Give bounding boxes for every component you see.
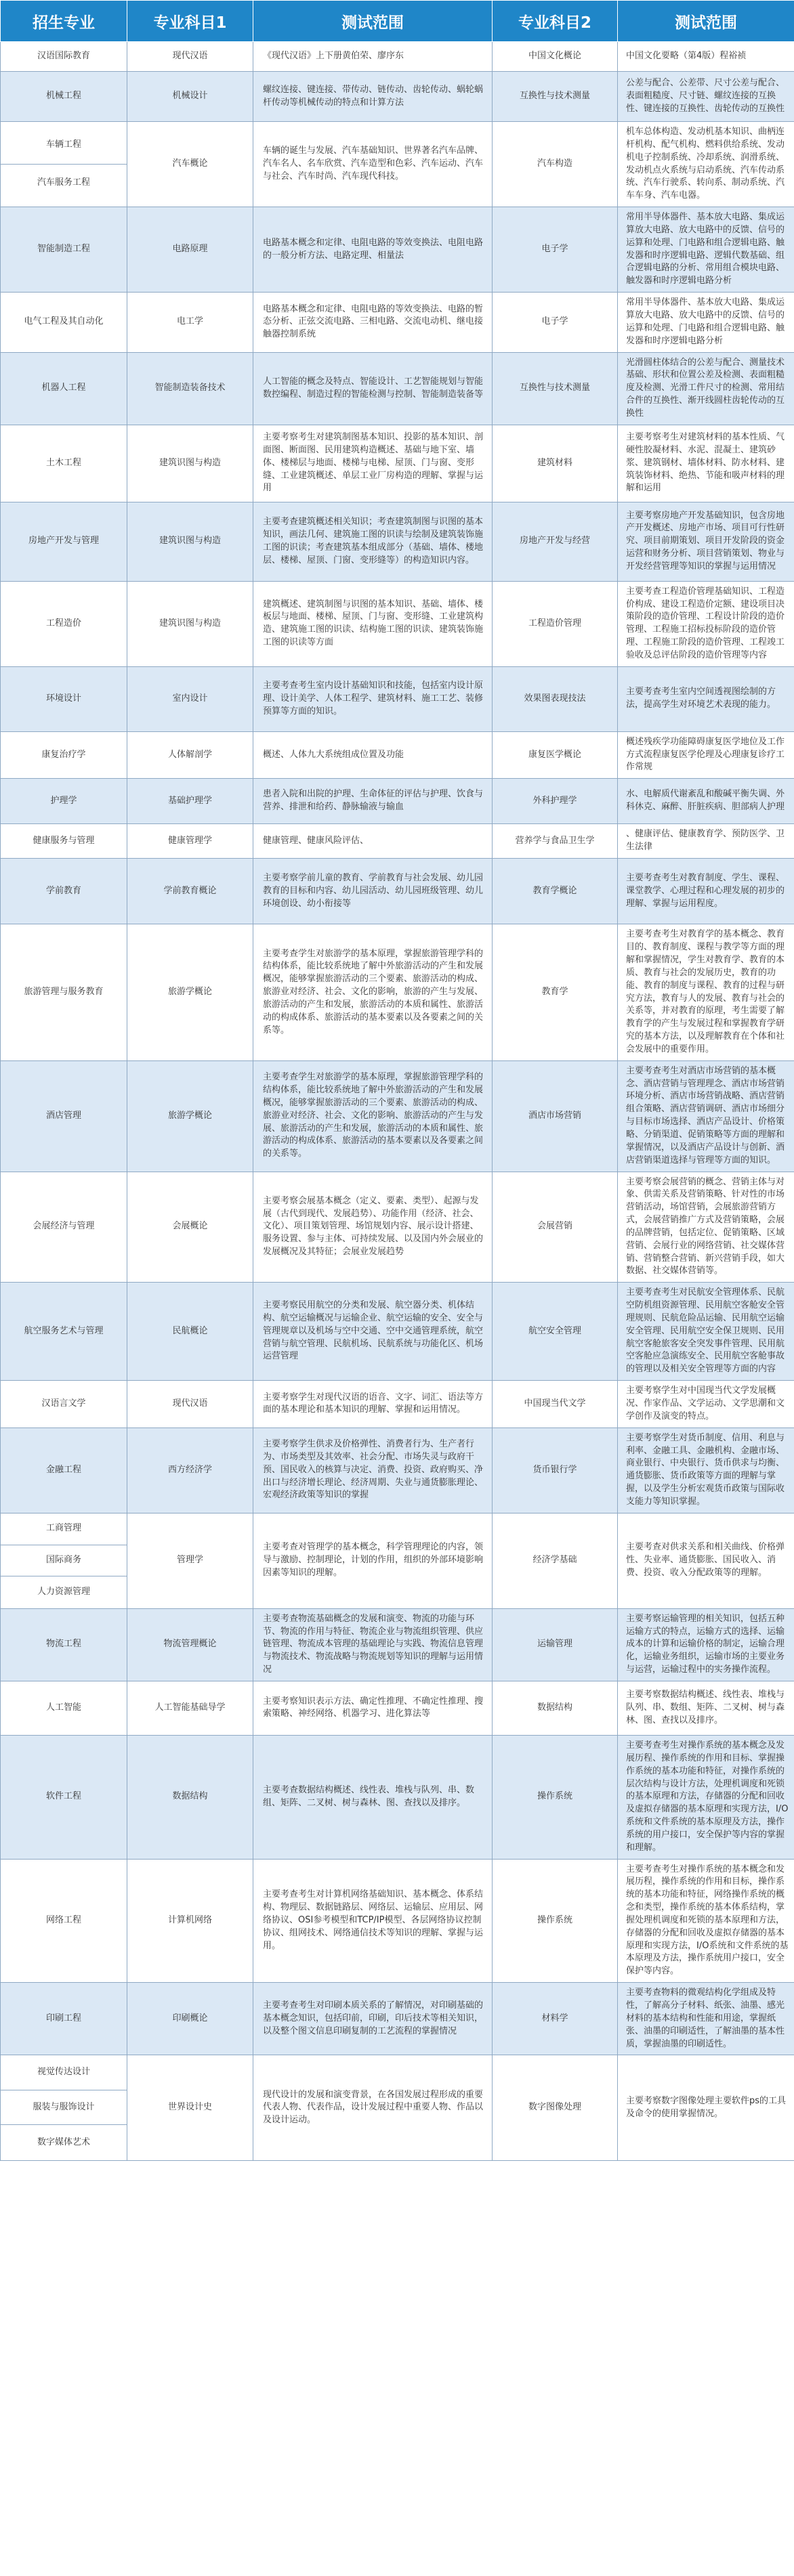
range2-cell: 主要考查考生对教育制度、学生、课程、课堂教学、心理过程和心理发展的初步的理解、掌握与运用程度。 <box>618 859 794 924</box>
header-major: 招生专业 <box>1 1 127 42</box>
subject2-cell: 材料学 <box>493 1983 618 2055</box>
range1-cell: 《现代汉语》上下册黄伯荣、廖序东 <box>253 42 493 72</box>
range2-cell: 公差与配合、公差带、尺寸公差与配合、表面粗糙度、尺寸链、螺纹连接的互换性、键连接的互换性、齿轮传动的互换性 <box>618 72 794 122</box>
major-cell: 人工智能 <box>1 1681 127 1735</box>
header-range2: 测试范围 <box>618 1 794 42</box>
subject1-cell: 学前教育概论 <box>127 859 253 924</box>
range2-cell: 主要考察学生对货币制度、信用、利息与利率、金融工具、金融机构、金融市场、商业银行、中央银行、货币供求与均衡、通货膨胀、货币政策等方面的理解与掌握，以及学生分析宏观货币政策与国际收支能力等知识掌握。 <box>618 1427 794 1513</box>
major-cell: 软件工程 <box>1 1735 127 1859</box>
range2-cell: 主要考察运输管理的相关知识，包括五种运输方式的特点，运输方式的选择、运输成本的计算和运输价格的制定，运输合理化，运输业务组织，运输市场的主要业务与运营，运输过程中的实务操作流程。 <box>618 1608 794 1681</box>
major-cell: 健康服务与管理 <box>1 824 127 859</box>
subject2-cell: 营养学与食品卫生学 <box>493 824 618 859</box>
range2-cell: 主要考查考生对操作系统的基本概念及发展历程、操作系统的作用和目标、掌握操作系统的基本功能和特征，对操作系统的层次结构与设计方法，处理机调度和死锁的基本原理和方法，存储器的分配和回收及虚拟存储器的基本原理和实现方法，I/O系统和文件系统的基本原理及方法，操作系统的用户接口，安全保护等内容的掌握和理解。 <box>618 1735 794 1859</box>
table-row <box>1 1060 794 1172</box>
major-cell: 汉语国际教育 <box>1 42 127 72</box>
table-row <box>1 581 794 666</box>
subject1-cell: 数据结构 <box>127 1735 253 1859</box>
range1-cell: 电路基本概念和定律、电阻电路的等效变换法、电路的暂态分析、正弦交流电路、三相电路、交流电动机、继电接触器控制系统 <box>253 293 493 352</box>
table-row <box>1 859 794 924</box>
range1-cell: 电路基本概念和定律、电阻电路的等效变换法、电阻电路的一般分析方法、电路定理、相量法 <box>253 207 493 293</box>
range1-cell: 人工智能的概念及特点、智能设计、工艺智能规划与智能数控编程、制造过程的智能检测与控制、智能制造装备等 <box>253 352 493 425</box>
subject2-cell: 工程造价管理 <box>493 581 618 666</box>
major-name: 人力资源管理 <box>1 1576 127 1608</box>
major-cell: 环境设计 <box>1 666 127 731</box>
subject1-cell: 人工智能基础导学 <box>127 1681 253 1735</box>
table-row <box>1 1381 794 1428</box>
major-name: 车辆工程 <box>45 139 81 150</box>
major-cell: 汉语言文学 <box>1 1381 127 1428</box>
major-cell: 会展经济与管理 <box>1 1172 127 1283</box>
subject1-cell: 计算机网络 <box>127 1859 253 1983</box>
subject2-cell: 康复医学概论 <box>493 731 618 779</box>
subject2-cell: 数字图像处理 <box>493 2055 618 2161</box>
table-row <box>1 924 794 1060</box>
range1-cell: 主要考察民用航空的分类和发展、航空器分类、机体结构、航空运输概况与运输企业、航空运输的安全、安全与管理规章以及机场与空中交通、空中交通管理系统，航空营销与航空管理、民航机场、民航系统与功能化区、机场运营管理 <box>253 1283 493 1381</box>
subject1-cell: 智能制造装备技术 <box>127 352 253 425</box>
table-row <box>1 2055 794 2161</box>
subject2-cell: 酒店市场营销 <box>493 1060 618 1172</box>
subject2-cell: 操作系统 <box>493 1735 618 1859</box>
subject1-cell: 电工学 <box>127 293 253 352</box>
table-row <box>1 1427 794 1513</box>
subject2-cell: 中国现当代文学 <box>493 1381 618 1428</box>
subject1-cell: 基础护理学 <box>127 779 253 824</box>
subject2-cell: 互换性与技术测量 <box>493 352 618 425</box>
header-range1: 测试范围 <box>253 1 493 42</box>
major-cell <box>1 2055 127 2161</box>
major-name: 汽车服务工程 <box>1 164 127 202</box>
subject2-cell: 汽车构造 <box>493 122 618 207</box>
range1-cell: 现代设计的发展和演变背景，在各国发展过程形成的重要代表人物、代表作品，设计发展过程中重要人物、作品以及设计运动。 <box>253 2055 493 2161</box>
subject1-cell: 健康管理学 <box>127 824 253 859</box>
range2-cell: 水、电解质代谢紊乱和酸碱平衡失调、外科休克、麻醉、肝脏疾病、胆部病人护理 <box>618 779 794 824</box>
table-row <box>1 1681 794 1735</box>
major-name: 工商管理 <box>45 1523 81 1534</box>
range1-cell: 建筑概述、建筑制图与识图的基本知识、基础、墙体、楼板层与地面、楼梯、屋顶、门与窗、变形缝、工业建筑构造、建筑施工图的识读、结构施工图的识读、建筑装饰施工图的识读等方面 <box>253 581 493 666</box>
major-name: 服装与服饰设计 <box>1 2090 127 2124</box>
subject2-cell: 运输管理 <box>493 1608 618 1681</box>
range2-cell: 、健康评估、健康教育学、预防医学、卫生法律 <box>618 824 794 859</box>
subject1-cell: 现代汉语 <box>127 1381 253 1428</box>
range1-cell: 主要考察会展基本概念（定义、要素、类型）、起源与发展（古代到现代、发展趋势）、功能作用（经济、社会、文化）、项目策划管理、场馆规划内容、展示设计搭建、服务设置、参与主体、可持续发展、以及国内外会展业的发展概况及其特征；会展业发展趋势 <box>253 1172 493 1283</box>
subject2-cell: 电子学 <box>493 293 618 352</box>
range2-cell: 主要考察房地产开发基础知识，包含房地产开发概述、房地产市场、项目可行性研究、项目前期策划、项目开发阶段的资金运营和财务分析、项目营销策划、物业与开发经营管理等知识的掌握与运用情况 <box>618 502 794 581</box>
subject2-cell: 航空安全管理 <box>493 1283 618 1381</box>
major-cell: 物流工程 <box>1 1608 127 1681</box>
range2-cell: 概述残疾学功能障碍康复医学地位及工作方式流程康复医学伦理及心理康复诊疗工作常规 <box>618 731 794 779</box>
subject1-cell: 旅游学概论 <box>127 1060 253 1172</box>
range1-cell: 主要考查学生对旅游学的基本原理，掌握旅游管理学科的结构体系，能比较系统地了解中外旅游活动的产生和发展概况，能够掌握旅游活动的三个要素、旅游活动的构成、旅游业对经济、社会、文化的影响，旅游的产生与发展、旅游活动的产生和发展，旅游活动的本质和属性、旅游活动的构成体系、旅游活动的基本要素以及各要素之间的关系等。 <box>253 924 493 1060</box>
major-cell: 航空服务艺术与管理 <box>1 1283 127 1381</box>
major-name: 视觉传达设计 <box>37 2067 90 2078</box>
table-row <box>1 352 794 425</box>
table-row <box>1 1983 794 2055</box>
subject2-cell: 操作系统 <box>493 1859 618 1983</box>
range1-cell: 主要考查学生对旅游学的基本原理，掌握旅游管理学科的结构体系，能比较系统地了解中外旅游活动的产生和发展概况，能够掌握旅游活动的三个要素、旅游活动的构成、旅游业对经济、社会、文化的影响、旅游活动的产生与发展、旅游活动的产生和发展，旅游活动的本质和属性、旅游活动的构成体系、旅游活动的基本要素以及各要素之间的关系等。 <box>253 1060 493 1172</box>
subject1-cell: 物流管理概论 <box>127 1608 253 1681</box>
table-row <box>1 666 794 731</box>
range1-cell: 主要考查考生室内设计基础知识和技能，包括室内设计原理、设计美学、人体工程学、建筑材料、施工工艺、装修预算等方面的知识。 <box>253 666 493 731</box>
range1-cell: 主要考查考生对印刷本质关系的了解情况，对印刷基础的基本概念知识，包括印前，印刷，印后技术等相关知识，以及整个图文信息印刷复制的工艺流程的掌握情况 <box>253 1983 493 2055</box>
table-row <box>1 1735 794 1859</box>
major-cell: 工程造价 <box>1 581 127 666</box>
subject2-cell: 建筑材料 <box>493 425 618 502</box>
major-cell: 印刷工程 <box>1 1983 127 2055</box>
major-name: 数字媒体艺术 <box>1 2124 127 2160</box>
major-cell <box>1 122 127 207</box>
table-row <box>1 731 794 779</box>
subject2-cell: 效果图表现技法 <box>493 666 618 731</box>
major-cell: 学前教育 <box>1 859 127 924</box>
range2-cell: 主要考查对供求关系和相关曲线、价格弹性、失业率、通货膨胀、国民收入、消费、投资、收入分配政策等的理解。 <box>618 1513 794 1608</box>
header-subject1: 专业科目1 <box>127 1 253 42</box>
table-row <box>1 207 794 293</box>
subject2-cell: 房地产开发与经营 <box>493 502 618 581</box>
range1-cell: 主要考察知识表示方法、确定性推理、不确定性推理、搜索策略、神经网络、机器学习、进化算法等 <box>253 1681 493 1735</box>
subject1-cell: 建筑识图与构造 <box>127 581 253 666</box>
major-cell: 旅游管理与服务教育 <box>1 924 127 1060</box>
range1-cell: 主要考察考生对建筑制图基本知识、投影的基本知识、剖面图、断面图、民用建筑构造概述、基础与地下室、墙体、楼梯层与地面、楼梯与电梯、屋顶、门与窗、变形缝、工业建筑概述、单层工业厂房构造的理解、掌握与运用 <box>253 425 493 502</box>
major-cell: 土木工程 <box>1 425 127 502</box>
range2-cell: 机车总体构造、发动机基本知识、曲柄连杆机构、配气机构、燃料供给系统、发动机电子控制系统、冷却系统、润滑系统、发动机点火系统与启动系统、汽车传动系统、汽车行驶系、转向系、制动系统、汽车车身、汽车电器。 <box>618 122 794 207</box>
subject2-cell: 经济学基础 <box>493 1513 618 1608</box>
subject1-cell: 汽车概论 <box>127 122 253 207</box>
table-row <box>1 1513 794 1608</box>
major-cell: 房地产开发与管理 <box>1 502 127 581</box>
subject2-cell: 互换性与技术测量 <box>493 72 618 122</box>
range2-cell: 主要考察会展营销的概念、营销主体与对象、供需关系及营销策略、针对性的市场营销活动，场馆营销，会展旅游营销方式，会展营销推广方式及营销策略，会展的品牌营销，包括定位、促销策略、区域营销、会展行业的网络营销、社交媒体营销、营销整合营销、新兴营销手段，如大数据、社交媒体营销等。 <box>618 1172 794 1283</box>
range1-cell: 主要考查对管理学的基本概念，科学管理理论的内容，领导与激励、控制理论，计划的作用，组织的外部环境影响因素等知识的理解。 <box>253 1513 493 1608</box>
subject2-cell: 货币银行学 <box>493 1427 618 1513</box>
table-row <box>1 122 794 207</box>
subject1-cell: 机械设计 <box>127 72 253 122</box>
major-cell: 机器人工程 <box>1 352 127 425</box>
range1-cell: 健康管理、健康风险评估、 <box>253 824 493 859</box>
major-cell: 电气工程及其自动化 <box>1 293 127 352</box>
range1-cell: 主要考察学前儿童的教育、学前教育与社会发展、幼儿园教育的目标和内容、幼儿园活动、幼儿园班级管理、幼儿环境创设、幼小衔接等 <box>253 859 493 924</box>
range1-cell: 车辆的诞生与发展、汽车基础知识、世界著名汽车品牌、汽车名人、名车欣赏、汽车造型和色彩、汽车运动、汽车与社会、汽车时尚、汽车现代科技。 <box>253 122 493 207</box>
major-cell: 智能制造工程 <box>1 207 127 293</box>
major-cell: 网络工程 <box>1 1859 127 1983</box>
subject2-cell: 教育学概论 <box>493 859 618 924</box>
range2-cell: 主要考察考生对建筑材料的基本性质、气硬性胶凝材料、水泥、混凝土、建筑砂浆、建筑钢材、墙体材料、防水材料、建筑装饰材料、绝热、节能和吸声材料的理解和运用 <box>618 425 794 502</box>
major-cell: 金融工程 <box>1 1427 127 1513</box>
range2-cell: 主要考查工程造价管理基础知识、工程造价构成、建设工程造价定额、建设项目决策阶段的造价管理、工程设计阶段的造价管理、工程施工招标投标阶段的造价管理、工程施工阶段的造价管理、工程竣工验收及总评估阶段的造价管理等内容 <box>618 581 794 666</box>
range1-cell: 主要考查数据结构概述、线性表、堆栈与队列、串、数组、矩阵、二叉树、树与森林、图、查找以及排序。 <box>253 1735 493 1859</box>
subject1-cell: 西方经济学 <box>127 1427 253 1513</box>
range1-cell: 主要考查建筑概述相关知识；考查建筑制图与识图的基本知识，画法几何、建筑施工图的识读与绘制及建筑装饰施工图的识读；考查建筑基本组成部分（基础、墙体、楼地层、楼梯、屋顶、门窗、变形缝等）的构造知识内容。 <box>253 502 493 581</box>
major-cell: 康复治疗学 <box>1 731 127 779</box>
table-row <box>1 42 794 72</box>
range2-cell: 主要考查考生对酒店市场营销的基本概念、酒店营销与管理理念、酒店市场营销环境分析、酒店市场营销战略、酒店营销组合策略、酒店营销调研、酒店市场细分与目标市场选择、酒店产品设计、价格策略、分销渠道、促销策略等方面的理解和掌握情况，以及酒店产品设计与创新、酒店营销渠道选择与管理等方面的知识。 <box>618 1060 794 1172</box>
subject2-cell: 中国文化概论 <box>493 42 618 72</box>
range1-cell: 主要考查物流基础概念的发展和演变、物流的功能与环节、物流的作用与特征、物流企业与物流组织管理、供应链管理、物流成本管理的基础理论与实践、物流信息管理与物流技术、物流战略与物流规划等知识的理解与运用情况 <box>253 1608 493 1681</box>
range2-cell: 常用半导体器件、基本放大电路、集成运算放大电路、放大电路中的反馈、信号的运算和处理、门电路和组合逻辑电路、触发器和时序逻辑电路分析 <box>618 293 794 352</box>
range1-cell: 主要考察学生供求及价格弹性、消费者行为、生产者行为、市场类型及其效率、社会分配、市场失灵与政府干预、国民收入的核算与决定、消费、投资、政府购买、净出口与经济增长理论、经济周期、失业与通货膨胀理论、宏观经济政策等知识的掌握 <box>253 1427 493 1513</box>
subject2-cell: 电子学 <box>493 207 618 293</box>
table-row <box>1 779 794 824</box>
table-row <box>1 425 794 502</box>
range1-cell: 患者入院和出院的护理、生命体征的评估与护理、饮食与营养、排泄和给药、静脉输液与输血 <box>253 779 493 824</box>
table-row <box>1 1608 794 1681</box>
subject1-cell: 建筑识图与构造 <box>127 425 253 502</box>
range2-cell: 主要考察数字图像处理主要软件ps的工具及命令的使用掌握情况。 <box>618 2055 794 2161</box>
subject2-cell: 教育学 <box>493 924 618 1060</box>
major-cell: 机械工程 <box>1 72 127 122</box>
range2-cell: 主要考察学生对中国现当代文学发展概况、作家作品、文学运动、文学思潮和文学创作及演变的特点。 <box>618 1381 794 1428</box>
subject2-cell: 数据结构 <box>493 1681 618 1735</box>
table-row <box>1 824 794 859</box>
subject1-cell: 管理学 <box>127 1513 253 1608</box>
subject1-cell: 印刷概论 <box>127 1983 253 2055</box>
table-row <box>1 1859 794 1983</box>
range2-cell: 主要考查物料的微观结构化学组成及特性，了解高分子材料、纸张、油墨、感光材料的基本结构和性能和用途，掌握纸张、油墨的印刷适性，了解油墨的基本性质，掌握油墨的印刷适性。 <box>618 1983 794 2055</box>
subject2-cell: 外科护理学 <box>493 779 618 824</box>
range1-cell: 螺纹连接、键连接、带传动、链传动、齿轮传动、蜗轮蜗杆传动等机械传动的特点和计算方法 <box>253 72 493 122</box>
major-name: 国际商务 <box>1 1545 127 1576</box>
range2-cell: 主要考查考生对民航安全管理体系、民航空防机组资源管理、民用航空客舱安全管理规则、民航危险品运输、民用航空运输安全管理、民用航空安全保卫规则、民用航空客舱旅客安全突发事件管理、民用航空客舱应急演练安全、民用航空客舱事故的管理以及相关安全管理等方面的内容 <box>618 1283 794 1381</box>
table-row <box>1 293 794 352</box>
table-row <box>1 1172 794 1283</box>
header-subject2: 专业科目2 <box>493 1 618 42</box>
range2-cell: 主要考查考生室内空间透视图绘制的方法，提高学生对环境艺术表现的能力。 <box>618 666 794 731</box>
range2-cell: 常用半导体器件、基本放大电路、集成运算放大电路、放大电路中的反馈、信号的运算和处理、门电路和组合逻辑电路、触发器和时序逻辑电路、逻辑代数基础、组合逻辑电路的分析、常用组合模块电路、触发器和时序逻辑电路分析 <box>618 207 794 293</box>
major-cell: 护理学 <box>1 779 127 824</box>
subject1-cell: 民航概论 <box>127 1283 253 1381</box>
subject1-cell: 旅游学概论 <box>127 924 253 1060</box>
subject1-cell: 会展概论 <box>127 1172 253 1283</box>
subject2-cell: 会展营销 <box>493 1172 618 1283</box>
table-row <box>1 502 794 581</box>
table-row <box>1 72 794 122</box>
major-cell: 酒店管理 <box>1 1060 127 1172</box>
range1-cell: 主要考察学生对现代汉语的语音、文字、词汇、语法等方面的基本理论和基本知识的理解、掌握和运用情况。 <box>253 1381 493 1428</box>
range2-cell: 主要考查考生对教育学的基本概念、教育目的、教育制度、课程与教学等方面的理解和掌握情况，学生对教育学、教育的本质、教育与社会的发展历史，教育的功能、教育的制度与课程、教育的过程与研究方法，教育与人的发展、教育与社会的关系等，并对教育的原理，考生需要了解教育学的产生与发展过程和掌握教育学研究的基本方法，以及理解教育在个体和社会发展中的重要作用。 <box>618 924 794 1060</box>
major-cell <box>1 1513 127 1608</box>
header-row <box>1 1 794 42</box>
table-row <box>1 1283 794 1381</box>
range1-cell: 主要考查考生对计算机网络基础知识、基本概念、体系结构、物理层、数据链路层、网络层、运输层、应用层、网络协议、OSI参考模型和TCP/IP模型、各层网络协议控制协议、组网技术、网络通信技术等知识的理解、掌握与运用。 <box>253 1859 493 1983</box>
range1-cell: 概述、人体九大系统组成位置及功能 <box>253 731 493 779</box>
subject1-cell: 室内设计 <box>127 666 253 731</box>
range2-cell: 主要考察数据结构概述、线性表、堆栈与队列、串、数组、矩阵、二叉树、树与森林、图、查找以及排序。 <box>618 1681 794 1735</box>
range2-cell: 光滑圆柱体结合的公差与配合、测量技术基础、形状和位置公差及检测、表面粗糙度及检测、光滑工件尺寸的检测、常用结合件的互换性、渐开线圆柱齿轮传动的互换性 <box>618 352 794 425</box>
range2-cell: 中国文化要略（第4版）程裕祯 <box>618 42 794 72</box>
subject1-cell: 建筑识图与构造 <box>127 502 253 581</box>
subject1-cell: 世界设计史 <box>127 2055 253 2161</box>
subject1-cell: 现代汉语 <box>127 42 253 72</box>
range2-cell: 主要考查考生对操作系统的基本概念和发展历程，操作系统的作用和目标，操作系统的基本功能和特征，网络操作系统的概念和类型，操作系统的基本体系结构，掌握处理机调度和死锁的基本原理和方法，存储器的分配和回收及虚拟存储器的基本原理和实现方法，I/O系统和文件系统的基本原理及方法，操作系统用户接口，安全保护等内容。 <box>618 1859 794 1983</box>
subject1-cell: 电路原理 <box>127 207 253 293</box>
subject1-cell: 人体解剖学 <box>127 731 253 779</box>
